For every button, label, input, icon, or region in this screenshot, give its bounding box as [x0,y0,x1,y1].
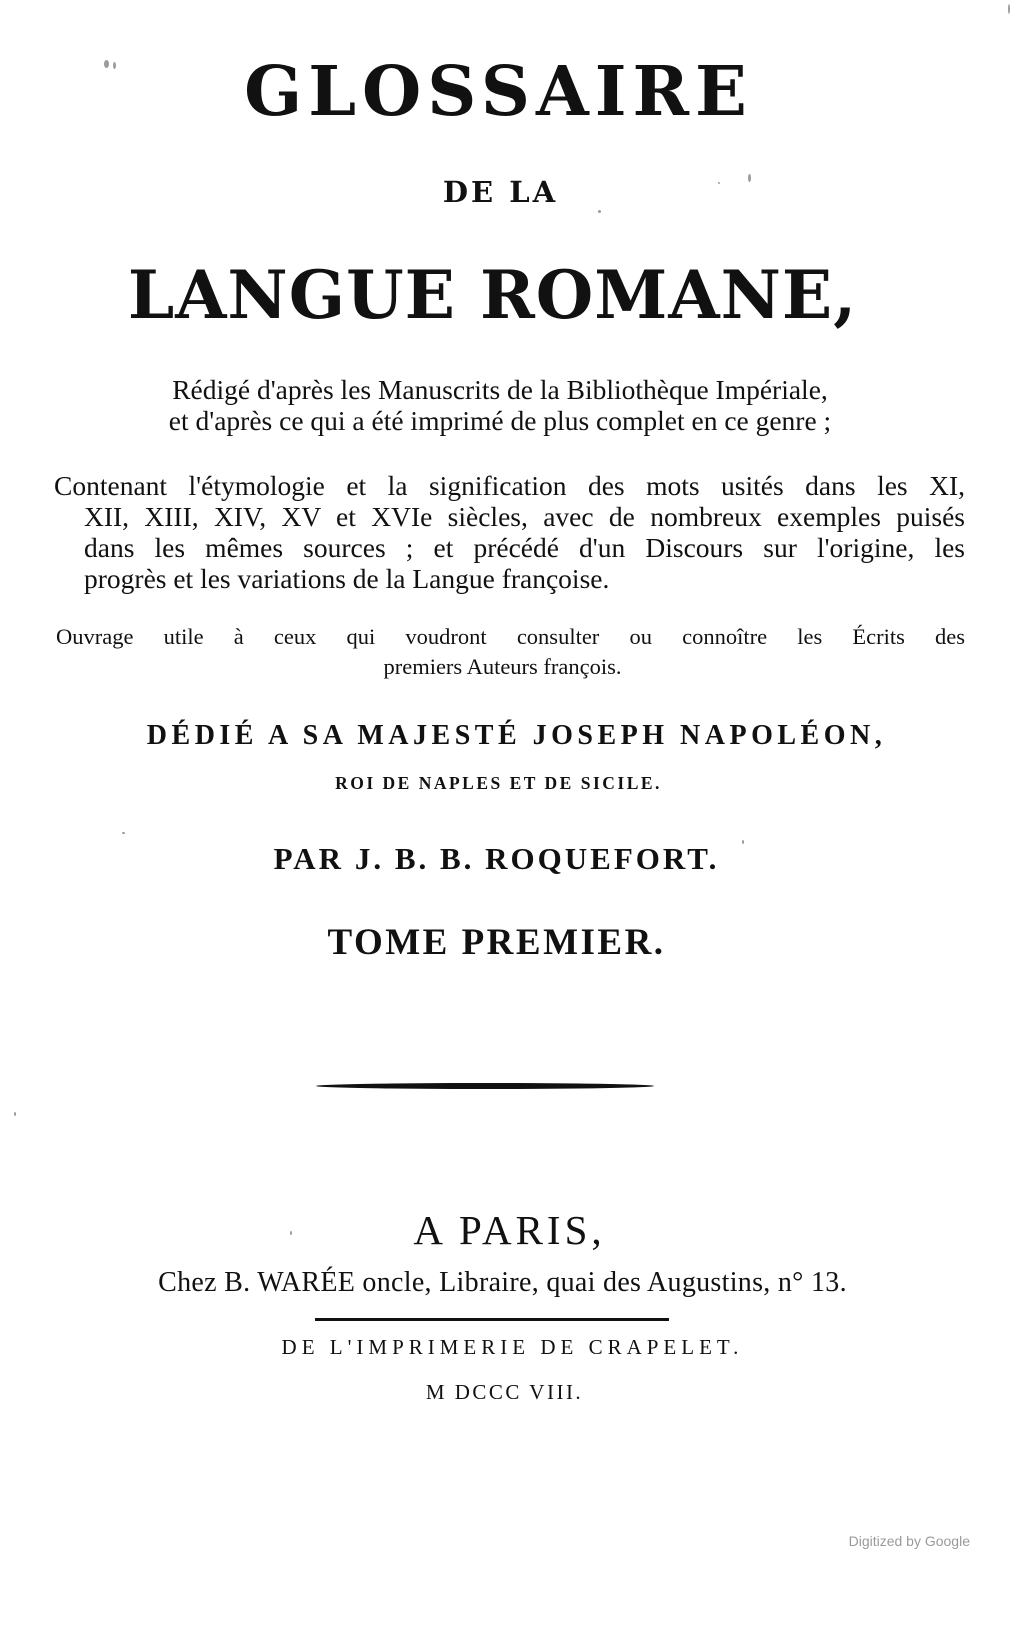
dedication-line: DÉDIÉ A SA MAJESTÉ JOSEPH NAPOLÉON, [146,720,887,751]
ornamental-rule [316,1083,654,1089]
contents-line: Contenant l'étymologie et la signification des mots usités dans les XI, [54,470,965,501]
usefulness-paragraph [40,622,965,682]
scan-speck [14,1112,16,1116]
scan-speck [104,60,109,68]
description-line: Rédigé d'après les Manuscrits de la Bibliothèque Impériale, [172,374,828,405]
scan-speck [1008,4,1010,14]
digitization-watermark: Digitized by Google [848,1533,970,1549]
title-connector: DE LA [442,175,559,209]
description-paragraph [40,374,960,436]
usefulness-line: premiers Auteurs françois. [383,654,622,679]
volume-line: TOME PREMIER. [327,922,666,963]
scan-speck [122,832,125,834]
scan-speck [742,840,744,844]
imprint-printer: DE L'IMPRIMERIE DE CRAPELET. [281,1335,744,1359]
imprint-year: M DCCC VIII. [425,1380,584,1404]
dedication-subtitle: ROI DE NAPLES ET DE SICILE. [335,773,662,793]
scan-speck [718,182,720,184]
description-line: et d'après ce qui a été imprimé de plus complet en ce genre ; [168,405,832,436]
contents-line: dans les mêmes sources ; et précédé d'un Discours sur l'origine, les [84,532,965,563]
divider-rule [315,1318,669,1321]
usefulness-line: Ouvrage utile à ceux qui voudront consulter ou connoître les Écrits des [56,624,965,649]
scan-speck [598,210,601,213]
scan-speck [113,62,116,69]
contents-paragraph [40,470,965,594]
book-subject: LANGUE ROMANE, [127,256,858,334]
scan-speck [748,174,751,182]
scan-speck [290,1231,292,1235]
author-line: PAR J. B. B. ROQUEFORT. [273,841,720,876]
contents-line: XII, XIII, XIV, XV et XVIe siècles, avec de nombreux exemples puisés [84,501,965,532]
imprint-city: A PARIS, [413,1207,606,1253]
book-title: GLOSSAIRE [244,52,753,132]
imprint-publisher: Chez B. WARÉE oncle, Libraire, quai des Augustins, n° 13. [158,1267,847,1298]
contents-line: progrès et les variations de la Langue françoise. [84,563,610,594]
